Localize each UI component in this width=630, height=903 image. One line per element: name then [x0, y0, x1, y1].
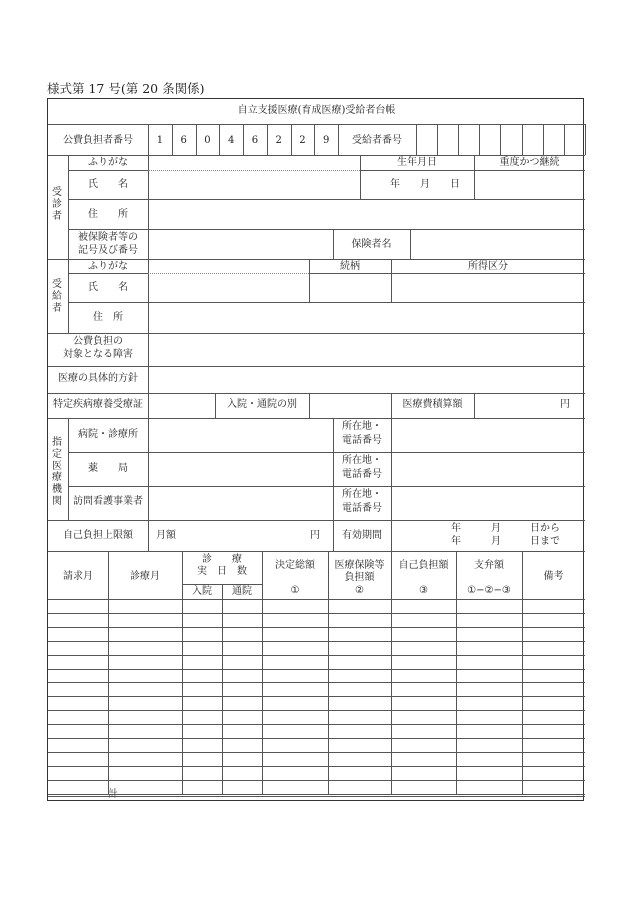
rule: [68, 199, 585, 200]
rule: [410, 229, 411, 259]
public-payer-digit: 6: [251, 135, 259, 146]
digit-cell-border: [196, 124, 197, 155]
treatment-days-header-1: 診 療: [202, 554, 242, 565]
public-payer-label: 公費負担者番号: [63, 135, 133, 146]
self-pay-header: 自己負担額: [398, 560, 449, 571]
billing-month-header: 請求月: [63, 571, 93, 582]
self-pay-limit-label: 自己負担上限額: [63, 530, 133, 541]
outpatient-header: 通院: [232, 586, 252, 597]
billing-row-line: [48, 641, 585, 642]
treatment-days-header-2: 実 日 数: [197, 566, 247, 577]
inpatient-outpatient-label: 入院・通院の別: [227, 399, 297, 410]
recipient-digit-cell-border: [479, 124, 480, 155]
digit-cell-border: [172, 124, 173, 155]
patient-address-label: 住 所: [88, 209, 128, 220]
billing-column-line: [456, 551, 457, 794]
billing-row-line: [48, 613, 585, 614]
public-payer-digit: 4: [227, 135, 235, 146]
monthly-label: 月額: [156, 530, 176, 541]
rule: [68, 486, 585, 487]
billing-column-line: [222, 584, 223, 794]
billing-row-line: [48, 766, 585, 767]
valid-to-month: 月: [491, 536, 501, 547]
valid-from-year: 年: [451, 523, 461, 534]
disability-label-1: 公費負担の: [73, 336, 123, 347]
payment-header: 支弁額: [474, 560, 504, 571]
registry-form: [47, 98, 584, 801]
recipient-digit-cell-border: [543, 124, 544, 155]
nursing-location-2: 電話番号: [342, 503, 382, 514]
rule: [48, 155, 585, 156]
digit-cell-border: [314, 124, 315, 155]
recipient-digit-cell-border: [500, 124, 501, 155]
hospital-location-2: 電話番号: [342, 435, 382, 446]
rule: [148, 333, 149, 366]
patient-name-label: 氏 名: [88, 179, 128, 190]
birth-date-label: 生年月日: [397, 157, 437, 168]
institutions-section-label: 指定医療機関: [52, 437, 62, 507]
income-class-label: 所得区分: [468, 261, 508, 272]
insured-number-label-1: 被保険者等の: [78, 232, 138, 243]
rule: [309, 393, 310, 418]
insurance-header-2: 負担額: [344, 572, 375, 583]
rule: [148, 170, 360, 171]
hospital-label: 病院・診療所: [78, 429, 138, 440]
rule: [68, 170, 148, 171]
rule: [474, 393, 475, 418]
birth-year: 年: [390, 179, 400, 190]
billing-column-line: [108, 551, 109, 794]
recipient-address-label: 住 所: [93, 312, 123, 323]
billing-row-line: [48, 794, 585, 795]
severe-continuous-label: 重度かつ継続: [499, 157, 560, 168]
insurer-name-label: 保険者名: [351, 239, 392, 250]
billing-row-line: [48, 682, 585, 683]
recipient-furigana-label: ふりがな: [88, 261, 128, 272]
inpatient-header: 入院: [192, 586, 212, 597]
rule: [48, 333, 585, 334]
rule: [148, 393, 149, 418]
digit-cell-border: [148, 124, 149, 155]
treatment-policy-label: 医療の具体的方針: [58, 373, 138, 384]
rule: [148, 520, 149, 551]
treatment-month-header: 診療月: [130, 571, 160, 582]
valid-from-month: 月: [491, 523, 501, 534]
billing-header-bottom: [48, 599, 585, 600]
public-payer-digit: 6: [180, 135, 187, 146]
relation-label: 続柄: [340, 261, 360, 272]
cost-estimate-label: 医療費積算額: [402, 399, 463, 410]
recipient-digit-cell-border: [585, 124, 586, 155]
form-number: 様式第 17 号(第 20 条関係): [47, 81, 205, 96]
public-payer-digit: 0: [204, 135, 211, 146]
cell-border: [338, 124, 339, 155]
digit-cell-border: [267, 124, 268, 155]
rule: [48, 124, 585, 125]
rule: [148, 273, 309, 274]
specified-disease-label: 特定疾病療養受療証: [53, 399, 143, 410]
rule: [48, 393, 585, 394]
nursing-label: 訪問看護事業者: [73, 496, 143, 507]
billing-row-line: [48, 780, 585, 781]
disability-label-2: 対象となる障害: [63, 349, 133, 360]
valid-to-day: 日まで: [530, 536, 560, 547]
rule: [148, 418, 149, 520]
public-payer-digit: 2: [275, 135, 282, 146]
recipient-digit-cell-border: [437, 124, 438, 155]
nursing-location-1: 所在地・: [342, 489, 382, 500]
birth-day: 日: [450, 179, 460, 190]
rule: [148, 366, 149, 393]
billing-column-line: [262, 551, 263, 794]
recipient-number-label: 受給者番号: [352, 135, 402, 146]
rule: [68, 302, 585, 303]
recipient-digit-cell-border: [564, 124, 565, 155]
rule: [68, 452, 585, 453]
billing-row-line: [48, 710, 585, 711]
pharmacy-location-2: 電話番号: [342, 469, 382, 480]
digit-cell-border: [243, 124, 244, 155]
validity-label: 有効期間: [342, 530, 382, 541]
billing-row-line: [48, 752, 585, 753]
billing-row-line: [48, 696, 585, 697]
billing-column-line: [328, 551, 329, 794]
rule: [48, 418, 585, 419]
rule: [391, 418, 392, 520]
rule: [309, 273, 585, 274]
patient-furigana-label: ふりがな: [88, 157, 128, 168]
recipient-digit-cell-border: [458, 124, 459, 155]
billing-column-line: [182, 551, 183, 794]
payment-formula: ①−②−③: [467, 585, 511, 596]
billing-row-line: [48, 627, 585, 628]
billing-row-line: [48, 724, 585, 725]
hospital-location-1: 所在地・: [342, 421, 382, 432]
billing-row-line: [48, 655, 585, 656]
rule: [48, 259, 585, 260]
form-title: 自立支援医療(育成医療)受給者台帳: [237, 105, 396, 116]
recipient-name-label: 氏 名: [88, 282, 128, 293]
birth-month: 月: [420, 179, 430, 190]
rule: [48, 520, 585, 521]
billing-column-line: [522, 551, 523, 794]
total-decided-header: 決定総額: [275, 560, 315, 571]
rule: [360, 170, 585, 171]
billing-total-line: [48, 796, 585, 797]
billing-row-line: [48, 738, 585, 739]
digit-cell-border: [291, 124, 292, 155]
rule: [391, 520, 392, 551]
remarks-header: 備考: [543, 571, 564, 582]
pharmacy-label: 薬 局: [88, 463, 128, 474]
rule: [68, 273, 148, 274]
public-payer-digit: 9: [322, 135, 330, 146]
valid-from-day: 日から: [530, 523, 560, 534]
billing-row-line: [48, 669, 585, 670]
insurance-circle: ②: [355, 585, 364, 596]
recipient-digit-cell-border: [416, 124, 417, 155]
cost-yen: 円: [560, 399, 570, 410]
public-payer-digit: 2: [299, 135, 306, 146]
rule: [148, 259, 149, 333]
patient-section-label: 受診者: [52, 187, 62, 222]
monthly-yen: 円: [310, 530, 320, 541]
self-pay-circle: ③: [419, 585, 428, 596]
insurance-header-1: 医療保険等: [334, 560, 385, 571]
insured-number-label-2: 記号及び番号: [78, 245, 138, 256]
digit-cell-border: [219, 124, 220, 155]
recipient-digit-cell-border: [522, 124, 523, 155]
public-payer-digit: 1: [156, 135, 164, 146]
total-decided-circle: ①: [290, 585, 300, 596]
rule: [68, 229, 585, 230]
recipient-section-label: 受給者: [52, 279, 62, 314]
billing-column-line: [391, 551, 392, 794]
rule: [48, 366, 585, 367]
rule: [48, 551, 585, 552]
valid-to-year: 年: [451, 536, 461, 547]
pharmacy-location-1: 所在地・: [342, 455, 382, 466]
